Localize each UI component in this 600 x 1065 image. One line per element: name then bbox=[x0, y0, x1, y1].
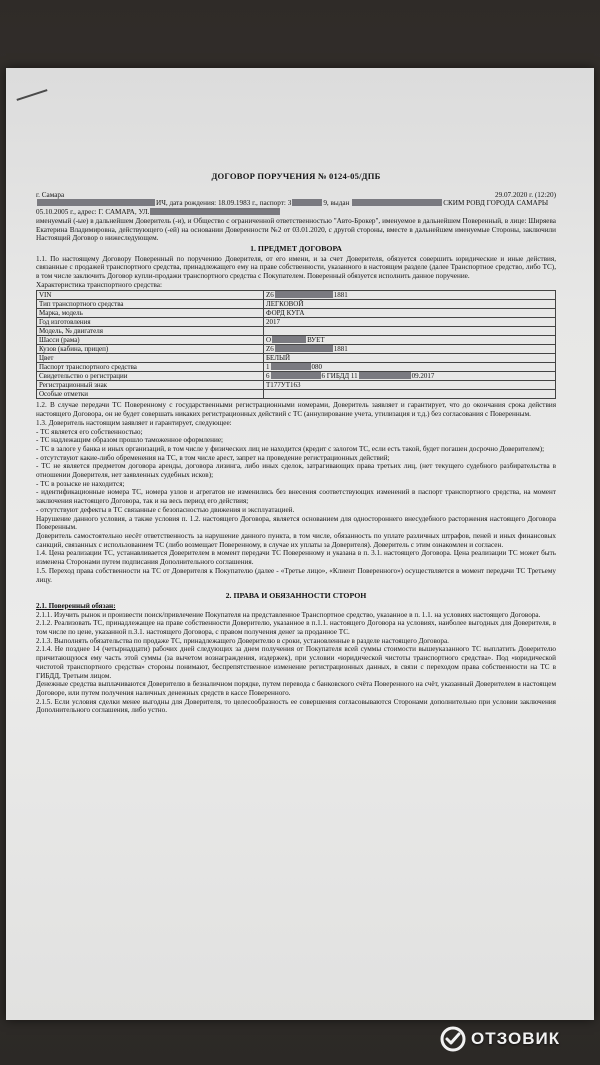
document-date: 29.07.2020 г. (12:20) bbox=[494, 190, 556, 199]
spec-row: Тип транспортного средства ЛЕГКОВОЙ bbox=[37, 300, 556, 309]
spec-row: Регистрационный знак Т177УТ163 bbox=[37, 381, 556, 390]
redaction-block bbox=[37, 199, 155, 206]
subsection-2-1: 2.1. Поверенный обязан: bbox=[36, 601, 116, 610]
redaction-block bbox=[275, 345, 333, 352]
document-title: ДОГОВОР ПОРУЧЕНИЯ № 0124-05/ДПБ bbox=[211, 171, 381, 181]
redaction-block bbox=[352, 199, 442, 206]
spec-caption: Характеристика транспортного средства: bbox=[36, 280, 162, 289]
redaction-block bbox=[150, 208, 280, 215]
staple-mark bbox=[16, 89, 47, 101]
clause-1-4: 1.4. Цена реализации ТС, устанавливается Доверителем в момент передачи ТС Поверенному и указана в п. 3.1. настоящего Договора. Цена реализации ТС может быть изменена Сторонами путем подписания Дополнительного соглашения. bbox=[36, 549, 556, 567]
money-paragraph: Денежные средства выплачиваются Доверителю в безналичном порядке, путем перевода с банковского счёта Поверенного на счёт, указанный Доверителем в настоящем Договоре, или путем получения наличных денежных средств в кассе Поверенного. bbox=[36, 680, 556, 697]
violation-paragraph: Нарушение данного условия, а также условия п. 1.2. настоящего Договора, является основанием для одностороннего внесудебного расторжения настоящего Договора Поверенным. bbox=[36, 514, 556, 532]
liability-paragraph: Доверитель самостоятельно несёт ответственность за нарушение данного пункта, в том числе, обязанность по уплате различных штрафов, пеней и иных финансовых санкций, связанных с использованием ТС (либо возмещает Поверенному, в случае их уплаты за Доверителя). Доверитель с этим ознакомлен и согласен. bbox=[36, 531, 556, 549]
section-1-title: 1. ПРЕДМЕТ ДОГОВОРА bbox=[250, 243, 342, 253]
header-row bbox=[36, 191, 556, 200]
spec-row: Цвет БЕЛЫЙ bbox=[37, 354, 556, 363]
spec-row: Особые отметки bbox=[37, 390, 556, 399]
clause-2-1-1: 2.1.1. Изучить рынок и произвести поиск/привлечение Покупателя на представленное Транспортное средство, указанное в п. 1.1. на условиях настоящего Договора. bbox=[36, 610, 541, 619]
redaction-block bbox=[359, 372, 411, 379]
vehicle-spec-table bbox=[36, 290, 556, 399]
spec-row: Свидетельство о регистрации 6 6 ГИБДД 11 09.2017 bbox=[37, 372, 556, 381]
clause-1-1: 1.1. По настоящему Договору Поверенный по поручению Доверителя, от его имени, и за счет Доверителя, обязуется совершить юридические и иные действия, связанные с продажей транспортного средства, принадлежащего ему на праве собственности, указанного в настоящем разделе (далее Транспортное средство, либо ТС), в том числе заключить Договор купли-продажи транспортного средства с Покупателем. Поверенный обязуется исполнить данное поручение. bbox=[36, 254, 556, 281]
clause-1-5: 1.5. Переход права собственности на ТС от Доверителя к Покупателю (далее - «Третье лицо», «Клиент Поверенного») осуществляется в момент передачи ТС Третьему лицу. bbox=[36, 566, 556, 584]
section-2-title: 2. ПРАВА И ОБЯЗАННОСТИ СТОРОН bbox=[225, 591, 367, 601]
redaction-block bbox=[292, 199, 322, 206]
watermark-text: ОТЗОВИК bbox=[471, 1029, 561, 1048]
list-item: - ТС в залоге у банка и иных организаций, в том числе у физических лиц не находится (кредит с залогом ТС, если есть такой, будет погашен досрочно Доверителем); bbox=[36, 444, 545, 453]
clause-2-1-2: 2.1.2. Реализовать ТС, принадлежащее на праве собственности Доверителю, указанное в п.1.1. настоящего Договора на условиях, наиболее выгодных для Доверителя, в том числе по цене, указанной п.3.1. настоящего Договора, с правом получения денег за проданное ТС. bbox=[36, 619, 556, 637]
otzovik-logo-icon bbox=[440, 1026, 466, 1052]
spec-row: Шасси (рама) О ВУЕТ bbox=[37, 336, 556, 345]
spec-row: Год изготовления 2017 bbox=[37, 318, 556, 327]
list-item: - идентификационные номера ТС, номера узлов и агрегатов не изменились без внесения соответствующих изменений в паспорт транспортного средства, на момент заключения настоящего Договора, так и на весь период его действия; bbox=[36, 488, 556, 506]
otzovik-watermark bbox=[440, 1022, 560, 1056]
spec-row: Кузов (кабина, прицеп) Z6 1881 bbox=[37, 345, 556, 354]
city: г. Самара bbox=[36, 190, 65, 199]
list-item: - отсутствуют какие-либо обременения на ТС, в том числе арест, запрет на проведение регистрационных действий; bbox=[36, 453, 390, 462]
clause-2-1-3: 2.1.3. Выполнять обязательства по продаже ТС, принадлежащего Доверителю в сроки, установленные в разделе настоящего Договора. bbox=[36, 636, 449, 645]
list-item: - ТС в розыске не находится; bbox=[36, 479, 125, 488]
list-item: - ТС надлежащим образом прошло таможенное оформление; bbox=[36, 436, 224, 445]
parties-description: именуемый (-ые) в дальнейшем Доверитель (-и), и Общество с ограниченной ответственностью "Авто-Брокер", именуемое в дальнейшем Поверенный, в лице: Ширяева Екатерина Владимировна, действующего (-ей) на основании Доверенности №2 от 03.01.2020, с другой стороны, вместе в дальнейшем именуемые Стороны, заключили Настоящий Договор о нижеследующем. bbox=[36, 216, 556, 243]
clause-2-1-5: 2.1.5. Если условия сделки менее выгодны для Доверителя, то целесообразность ее совершения согласовываются Сторонами дополнительно при условии заключения Дополнительного соглашения, либо устно. bbox=[36, 697, 556, 715]
spec-row: Паспорт транспортного средства 1 080 bbox=[37, 363, 556, 372]
list-item: - ТС является его собственностью; bbox=[36, 427, 143, 436]
spec-row: VIN Z6 1881 bbox=[37, 291, 556, 300]
spec-row: Марка, модель ФОРД КУГА bbox=[37, 309, 556, 318]
list-item: - отсутствуют дефекты в ТС связанные с безопасностью движения и эксплуатацией. bbox=[36, 505, 295, 514]
list-item: - ТС не является предметом договора аренды, договора лизинга, либо иных сделок, затрагивающих права третьих лиц, (нет текущего судебного разбирательства в отношении Доверителя, нет заявленных судебных исков); bbox=[36, 462, 556, 480]
redaction-block bbox=[271, 372, 321, 379]
spec-row: Модель, № двигателя bbox=[37, 327, 556, 336]
parties-line-1: ИЧ, дата рождения: 18.09.1983 г., паспорт: 3 9, выдан СКИМ РОВД ГОРОДА САМАРЫ bbox=[36, 199, 556, 208]
redaction-block bbox=[271, 363, 311, 370]
contract-body bbox=[36, 172, 556, 715]
redaction-block bbox=[272, 336, 306, 343]
parties-line-2: 05.10.2005 г., адрес: Г. САМАРА, УЛ. bbox=[36, 208, 556, 217]
redaction-block bbox=[275, 291, 333, 298]
clause-1-2: 1.2. В случае передачи ТС Поверенному с государственными регистрационными номерами, Доверитель заявляет и гарантирует, что до окончания срока действия настоящего Договора, он не будет совершать никаких регистрационных действий с ТС (аннулирование учета, утилизация и т.д.) без согласования с Поверенным. bbox=[36, 401, 556, 419]
clause-2-1-4: 2.1.4. Не позднее 14 (четырнадцати) рабочих дней следующих за днем получения от Покупателя всей суммы стоимости вышеуказанного ТС выплатить Доверителю причитающуюся ему часть этой суммы (за вычетом вознаграждения, издержек), при условии «юридической чистоты транспортного средства». Под «юридической чистотой транспортного средства» стороны понимают, беспрепятственное изменение регистрационных данных, в связи с переходом права собственности на ТС в ГИБДД, Третьим лицом. bbox=[36, 645, 556, 680]
clause-1-3: 1.3. Доверитель настоящим заявляет и гарантирует, следующее: bbox=[36, 418, 232, 427]
